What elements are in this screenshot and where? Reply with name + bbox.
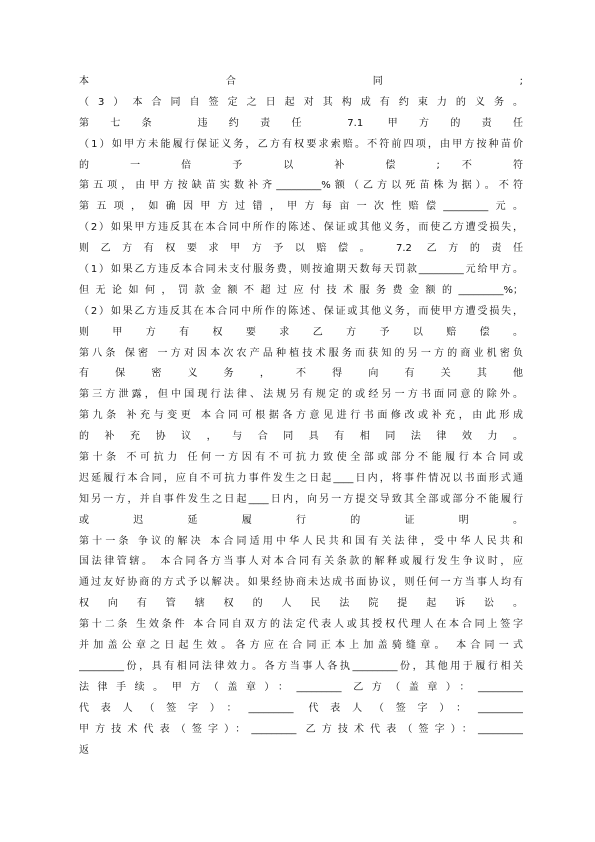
text-line: 返 [79, 744, 89, 756]
text-line: 第五项，如确因甲方过错，甲方每亩一次性赔偿_________元。 [79, 201, 523, 213]
text-line: 第八条 保密 一方对因本次农产品种植技术服务而获知的另一方的商业机密负 [79, 347, 523, 359]
text-line: 并加盖公章之日起生效。各方应在合同正本上加盖骑缝章。 本合同一式 [79, 640, 523, 652]
text-line: 则 甲 方 有 权 要 求 乙 方 予 以 赔 偿 。 [79, 326, 523, 338]
text-line: 第十二条 生效条件 本合同自双方的法定代表人或其授权代理人在本合同上签字 [79, 619, 523, 631]
text-line: 通过友好协商的方式予以解决。如果经协商未达成书面协议，则任何一方当事人均有 [79, 577, 523, 589]
text-line: 第九条 补充与变更 本合同可根据各方意见进行书面修改或补充，由此形成 [79, 410, 523, 422]
text-line: 代表人（签字）：_________ 代表人（签字）：_________ [79, 702, 523, 714]
text-line: 或 迟 延 履 行 的 证 明 。 [79, 514, 523, 526]
text-line: （3）本合同自签定之日起对其构成有约束力的义务。 [79, 96, 523, 108]
text-line: 第五项，由甲方按缺苗实数补齐_________%额（乙方以死苗株为据）。不符 [79, 180, 523, 192]
text-line: 知另一方，并自事件发生之日起____日内，向另一方提交导致其全部或部分不能履行 [79, 493, 523, 505]
text-line: 但无论如何，罚款金额不超过应付技术服务费金额的_________%； [79, 284, 523, 296]
text-line: 第三方泄露，但中国现行法律、法规另有规定的或经另一方书面同意的除外。 [79, 389, 523, 401]
text-line: 国法律管辖。 本合同各方当事人对本合同有关条款的解释或履行发生争议时，应 [79, 556, 523, 568]
text-line: 的 一 倍 予 以 补 偿 ; 不 符 [79, 159, 523, 171]
text-line: （2）如果乙方违反其在本合同中所作的陈述、保证或其他义务，而使甲方遭受损失， [79, 305, 523, 317]
text-line: 甲方技术代表（签字）：_________ 乙方技术代表（签字）：_________ [79, 723, 523, 735]
text-line: 法律手续。甲方（盖章）：_________ 乙方（盖章）：_________ [79, 681, 523, 693]
contract-text-body [79, 72, 523, 761]
text-line: 第七条 违约责任 7.1 甲方的责任 [79, 117, 523, 129]
text-line: 则乙方有权要求甲方予以赔偿。 7.2 乙方的责任 [79, 243, 523, 255]
text-line: 第十条 不可抗力 任何一方因有不可抗力致使全部或部分不能履行本合同或 [79, 452, 523, 464]
text-line: （1）如果乙方违反本合同未支付服务费，则按逾期天数每天罚款_________元给甲方。 [79, 264, 523, 276]
text-line: 本 合 同 ; [79, 76, 523, 87]
text-line: 的补充协议，与合同具有相同法律效力。 [79, 431, 523, 443]
text-line: 权 向 有 管 辖 权 的 人 民 法 院 提 起 诉 讼 。 [79, 598, 523, 610]
text-line: 有 保 密 义 务 ， 不 得 向 有 关 其 他 [79, 368, 523, 380]
text-line: （2）如果甲方违反其在本合同中所作的陈述、保证或其他义务，而使乙方遭受损失， [79, 222, 523, 234]
text-line: （1）如甲方未能履行保证义务，乙方有权要求索赔。不符前四项，由甲方按种苗价 [79, 138, 523, 150]
text-line: 迟延履行本合同，应自不可抗力事件发生之日起____日内，将事件情况以书面形式通 [79, 472, 523, 484]
text-line: _________份，具有相同法律效力。各方当事人各执_________份，其他用于履行相关 [79, 660, 523, 672]
text-line: 第十一条 争议的解决 本合同适用中华人民共和国有关法律，受中华人民共和 [79, 535, 523, 547]
